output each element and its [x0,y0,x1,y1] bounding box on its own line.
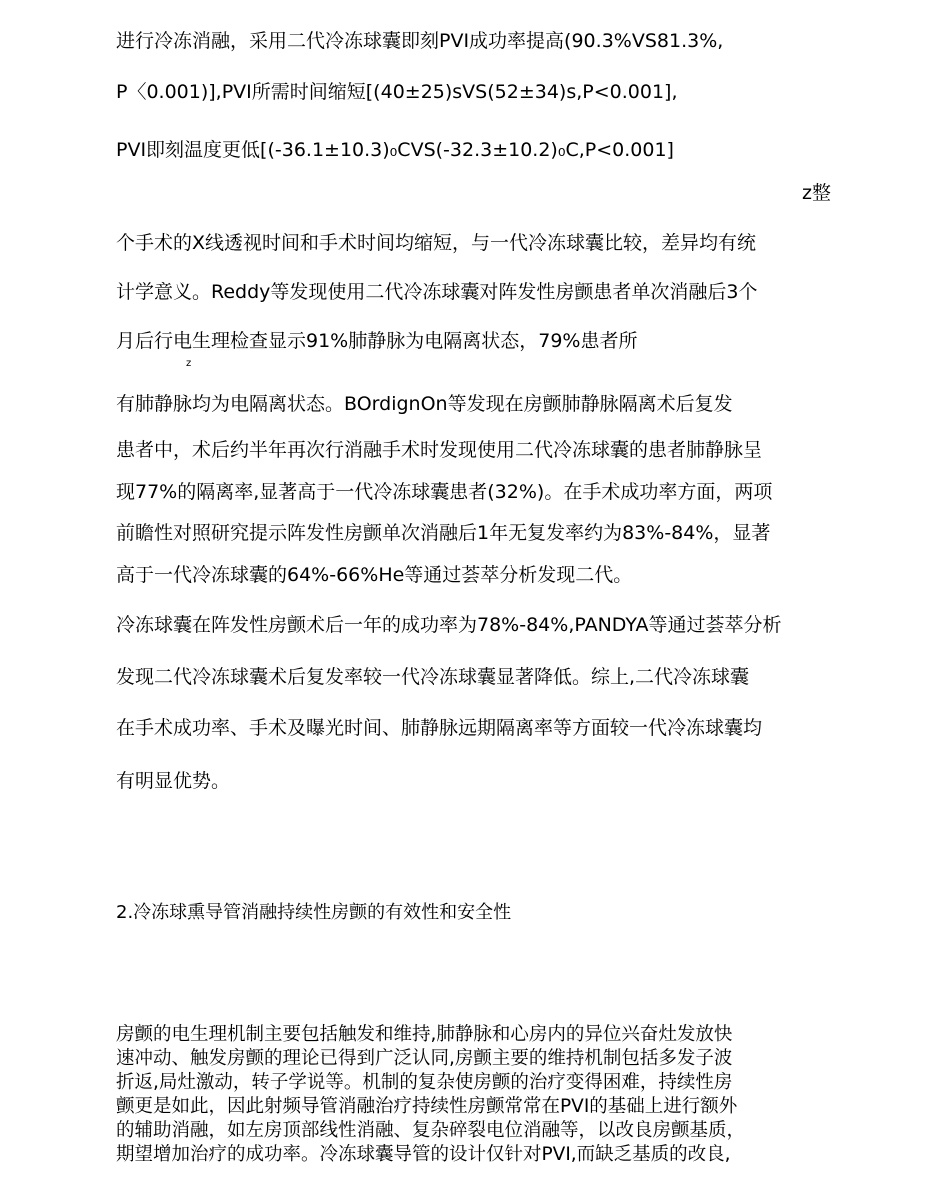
text-line: P〈0.001)],PVI所需时间缩短[(40±25)sVS(52±34)s,P<0.001], [116,81,678,103]
text-line: 计学意义。Reddy等发现使用二代冷冻球囊对阵发性房颤患者单次消融后3个 [116,281,758,303]
section-heading: 2.冷冻球熏导管消融持续性房颤的有效性和安全性 [116,902,512,923]
text-line: 在手术成功率、手术及曝光时间、肺静脉远期隔离率等方面较一代冷冻球囊均 [116,717,763,739]
paragraph-line: 折返,局灶激动，转子学说等。机制的复杂使房颤的治疗变得困难，持续性房 [116,1072,733,1093]
paragraph-line: 速冲动、触发房颤的理论已得到广泛认同,房颤主要的维持机制包括多发子波 [116,1048,733,1069]
text-line: 进行冷冻消融，采用二代冷冻球囊即刻PVI成功率提高(90.3%VS81.3%, [116,30,724,52]
text-line: 个手术的X线透视时间和手术时间均缩短，与一代冷冻球囊比较，差异均有统 [116,232,757,254]
text-line: 高于一代冷冻球囊的64%-66%He等通过荟萃分析发现二代。 [116,564,633,586]
text-line: 现77%的隔离率,显著高于一代冷冻球囊患者(32%)。在手术成功率方面，两项 [116,481,773,503]
text-line: PVI即刻温度更低[(-36.1±10.3)₀CVS(-32.3±10.2)₀C,P<0.001] [116,139,674,161]
text-line: 冷冻球囊在阵发性房颤术后一年的成功率为78%-84%,PANDYA等通过荟萃分析 [116,614,782,636]
text-line: 有肺静脉均为电隔离状态。BOrdignOn等发现在房颤肺静脉隔离术后复发 [116,393,733,415]
text-line: z [186,358,192,369]
text-line: 前瞻性对照研究提示阵发性房颤单次消融后1年无复发率约为83%-84%，显著 [116,522,771,544]
text-line: 发现二代冷冻球囊术后复发率较一代冷冻球囊显著降低。综上,二代冷冻球囊 [116,666,750,688]
text-line: 月后行电生理检查显示91%肺静脉为电隔离状态，79%患者所 [116,330,638,352]
paragraph-line: 的辅助消融，如左房顶部线性消融、复杂碎裂电位消融等，以改良房颤基质， [116,1120,746,1141]
text-line: z整 [802,182,831,204]
text-line: 有明显优势。 [116,770,231,792]
paragraph-line: 期望增加治疗的成功率。冷冻球囊导管的设计仅针对PVI,而缺乏基质的改良, [116,1144,731,1165]
text-line: 患者中，术后约半年再次行消融手术时发现使用二代冷冻球囊的患者肺静脉呈 [116,439,763,461]
paragraph-line: 房颤的电生理机制主要包括触发和维持,肺静脉和心房内的异位兴奋灶发放快 [116,1024,733,1045]
paragraph-line: 颤更是如此，因此射频导管消融治疗持续性房颤常常在PVI的基础上进行额外 [116,1096,738,1117]
